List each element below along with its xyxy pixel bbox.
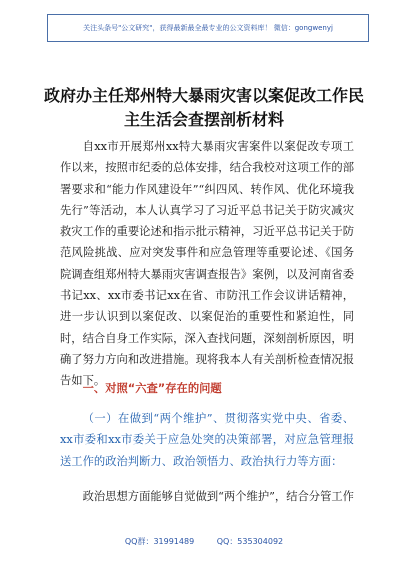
footer-qq-number: QQ：535304092 bbox=[216, 537, 284, 546]
footer-qq-group: QQ群：31991489 bbox=[124, 537, 195, 546]
footer-contact bbox=[0, 536, 408, 547]
header-banner[interactable] bbox=[47, 14, 369, 42]
title-line-1: 政府办主任郑州特大暴雨灾害以案促改工作民 bbox=[43, 86, 364, 105]
subsection-heading-1: （一）在做到“两个维护”、贯彻落实党中央、省委、xx市委和xx市委关于应急处突的决策部署，对应急管理报送工作的政治判断力、政治领悟力、政治执行力等方面： bbox=[60, 412, 354, 468]
header-banner-text: 关注头条号"公文研究"，获得最新最全最专业的公文资料库！ 微信：gongwenyj bbox=[83, 24, 333, 32]
section-heading-1: 一、对照“六查”存在的问题 bbox=[82, 382, 222, 395]
title-line-2: 主生活会查摆剖析材料 bbox=[123, 110, 284, 129]
document-title bbox=[0, 84, 408, 132]
intro-paragraph: 自xx市开展郑州xx特大暴雨灾害案件以案促改专项工作以来，按照市纪委的总体安排，结合我校对这项工作的部署要求和“能力作风建设年”“纠四风、转作风、优化环境我先行”等活动，本人认真学习了习近平总书记关于防灾减灾救灾工作的重要论述和指示批示精神，习近平总书记关于防范风险挑战、应对突发事件和应急管理等重要论述、《国务院调查组郑州特大暴雨灾害调查报告》案例，以及河南省委书记xx、xx市委书记xx在省、市防汛工作会议讲话精神，进一步认识到以案促改、以案促治的重要性和紧迫性，同时，结合自身工作实际，深入查找问题，深刻剖析原因，明确了努力方向和改进措施。现将我本人有关剖析检查情况报告如下。 bbox=[60, 140, 354, 388]
body-paragraph-2: 政治思想方面能够自觉做到“两个维护”，结合分管工作 bbox=[82, 490, 354, 503]
